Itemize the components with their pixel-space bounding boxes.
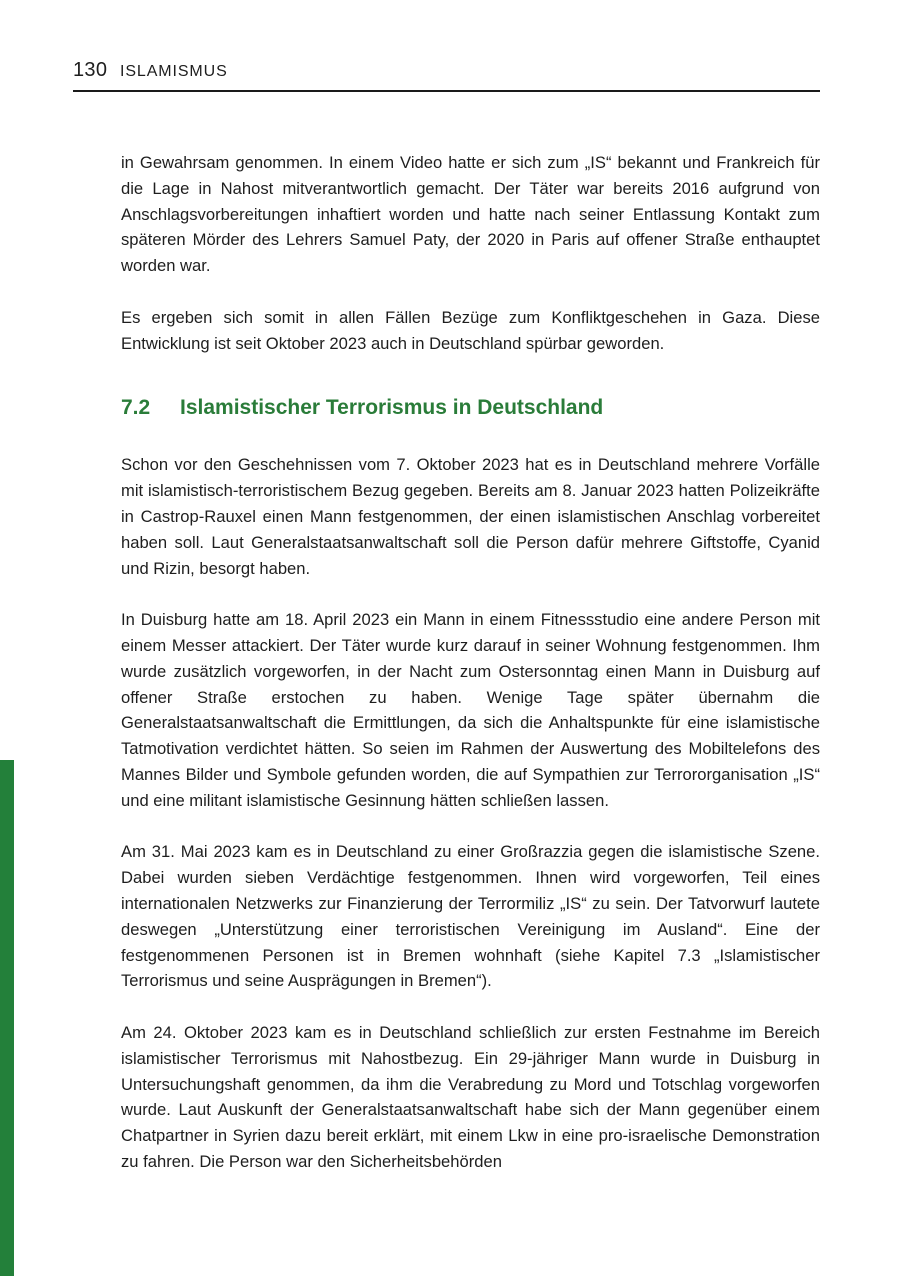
paragraph: Schon vor den Geschehnissen vom 7. Oktober 2023 hat es in Deutschland mehrere Vorfälle mit islamistisch-terroristischem Bezug gegeben. Bereits am 8. Januar 2023 hatten Polizeikräfte in Castrop-Rauxel einen Mann festgenommen, der einen islamistischen Anschlag vorbereitet haben soll. Laut Generalstaatsanwaltschaft soll die Person dafür mehrere Giftstoffe, Cyanid und Rizin, besorgt haben. xyxy=(121,455,820,578)
page-body xyxy=(121,150,820,1175)
running-header xyxy=(73,58,820,92)
paragraph: Es ergeben sich somit in allen Fällen Bezüge zum Konfliktgeschehen in Gaza. Diese Entwicklung ist seit Oktober 2023 auch in Deutschland spürbar geworden. xyxy=(121,307,820,353)
section-heading xyxy=(121,393,820,423)
paragraph-gap xyxy=(121,581,820,607)
running-title: ISLAMISMUS xyxy=(120,63,228,80)
paragraph: in Gewahrsam genommen. In einem Video hatte er sich zum „IS“ bekannt und Frankreich für die Lage in Nahost mitverantwortlich gemacht. Der Täter war bereits 2016 aufgrund von Anschlagsvorbereitungen inhaftiert worden und hatte nach seiner Entlassung Kontakt zum späteren Mörder des Lehrers Samuel Paty, der 2020 in Paris auf offener Straße enthauptet worden war. xyxy=(121,153,820,276)
paragraph: Am 24. Oktober 2023 kam es in Deutschland schließlich zur ersten Festnahme im Bereich islamistischer Terrorismus mit Nahostbezug. Ein 29-jähriger Mann wurde in Duisburg in Untersuchungshaft genommen, da ihm die Verabredung zu Mord und Totschlag vorgeworfen wurde. Laut Auskunft der Generalstaatsanwaltschaft habe sich der Mann gegenüber einem Chatpartner in Syrien dazu bereit erklärt, mit einem Lkw in eine pro-israelische Demonstration zu fahren. Die Person war den Sicherheitsbehörden xyxy=(121,1022,820,1171)
section-number: 7.2 xyxy=(121,396,151,420)
page-number: 130 xyxy=(73,59,108,81)
section-title: Islamistischer Terrorismus in Deutschland xyxy=(180,396,604,420)
paragraph: Am 31. Mai 2023 kam es in Deutschland zu einer Großrazzia gegen die islamistische Szene. Dabei wurden sieben Verdächtige festgenommen. Ihnen wird vorgeworfen, Teil eines internationalen Netzwerks zur Finanzierung der Terrormiliz „IS“ zu sein. Der Tatvorwurf lautete deswegen „Unterstützung einer terroristischen Vereinigung im Ausland“. Eine der festgenommenen Personen ist in Bremen wohnhaft (siehe Kapitel 7.3 „Islamistischer Terrorismus und seine Ausprägungen in Bremen“). xyxy=(121,842,820,991)
paragraph-gap xyxy=(121,994,820,1020)
paragraph: In Duisburg hatte am 18. April 2023 ein Mann in einem Fitnessstudio eine andere Person mit einem Messer attackiert. Der Täter wurde kurz darauf in seiner Wohnung festgenommen. Ihm wurde zusätzlich vorgeworfen, in der Nacht zum Ostersonntag einen Mann in Duisburg auf offener Straße erstochen zu haben. Wenige Tage später übernahm die Generalstaatsanwaltschaft die Ermittlungen, da sich die Anhaltspunkte für eine islamistische Tatmotivation verdichtet hätten. So seien im Rahmen der Auswertung des Mobiltelefons des Mannes Bilder und Symbole gefunden worden, die auf Sympathien zur Terrororganisation „IS“ und eine militant islamistische Gesinnung hätten schließen lassen. xyxy=(121,610,820,810)
paragraph-gap xyxy=(121,814,820,840)
chapter-tab-marker xyxy=(0,760,14,1276)
paragraph-gap xyxy=(121,279,820,305)
